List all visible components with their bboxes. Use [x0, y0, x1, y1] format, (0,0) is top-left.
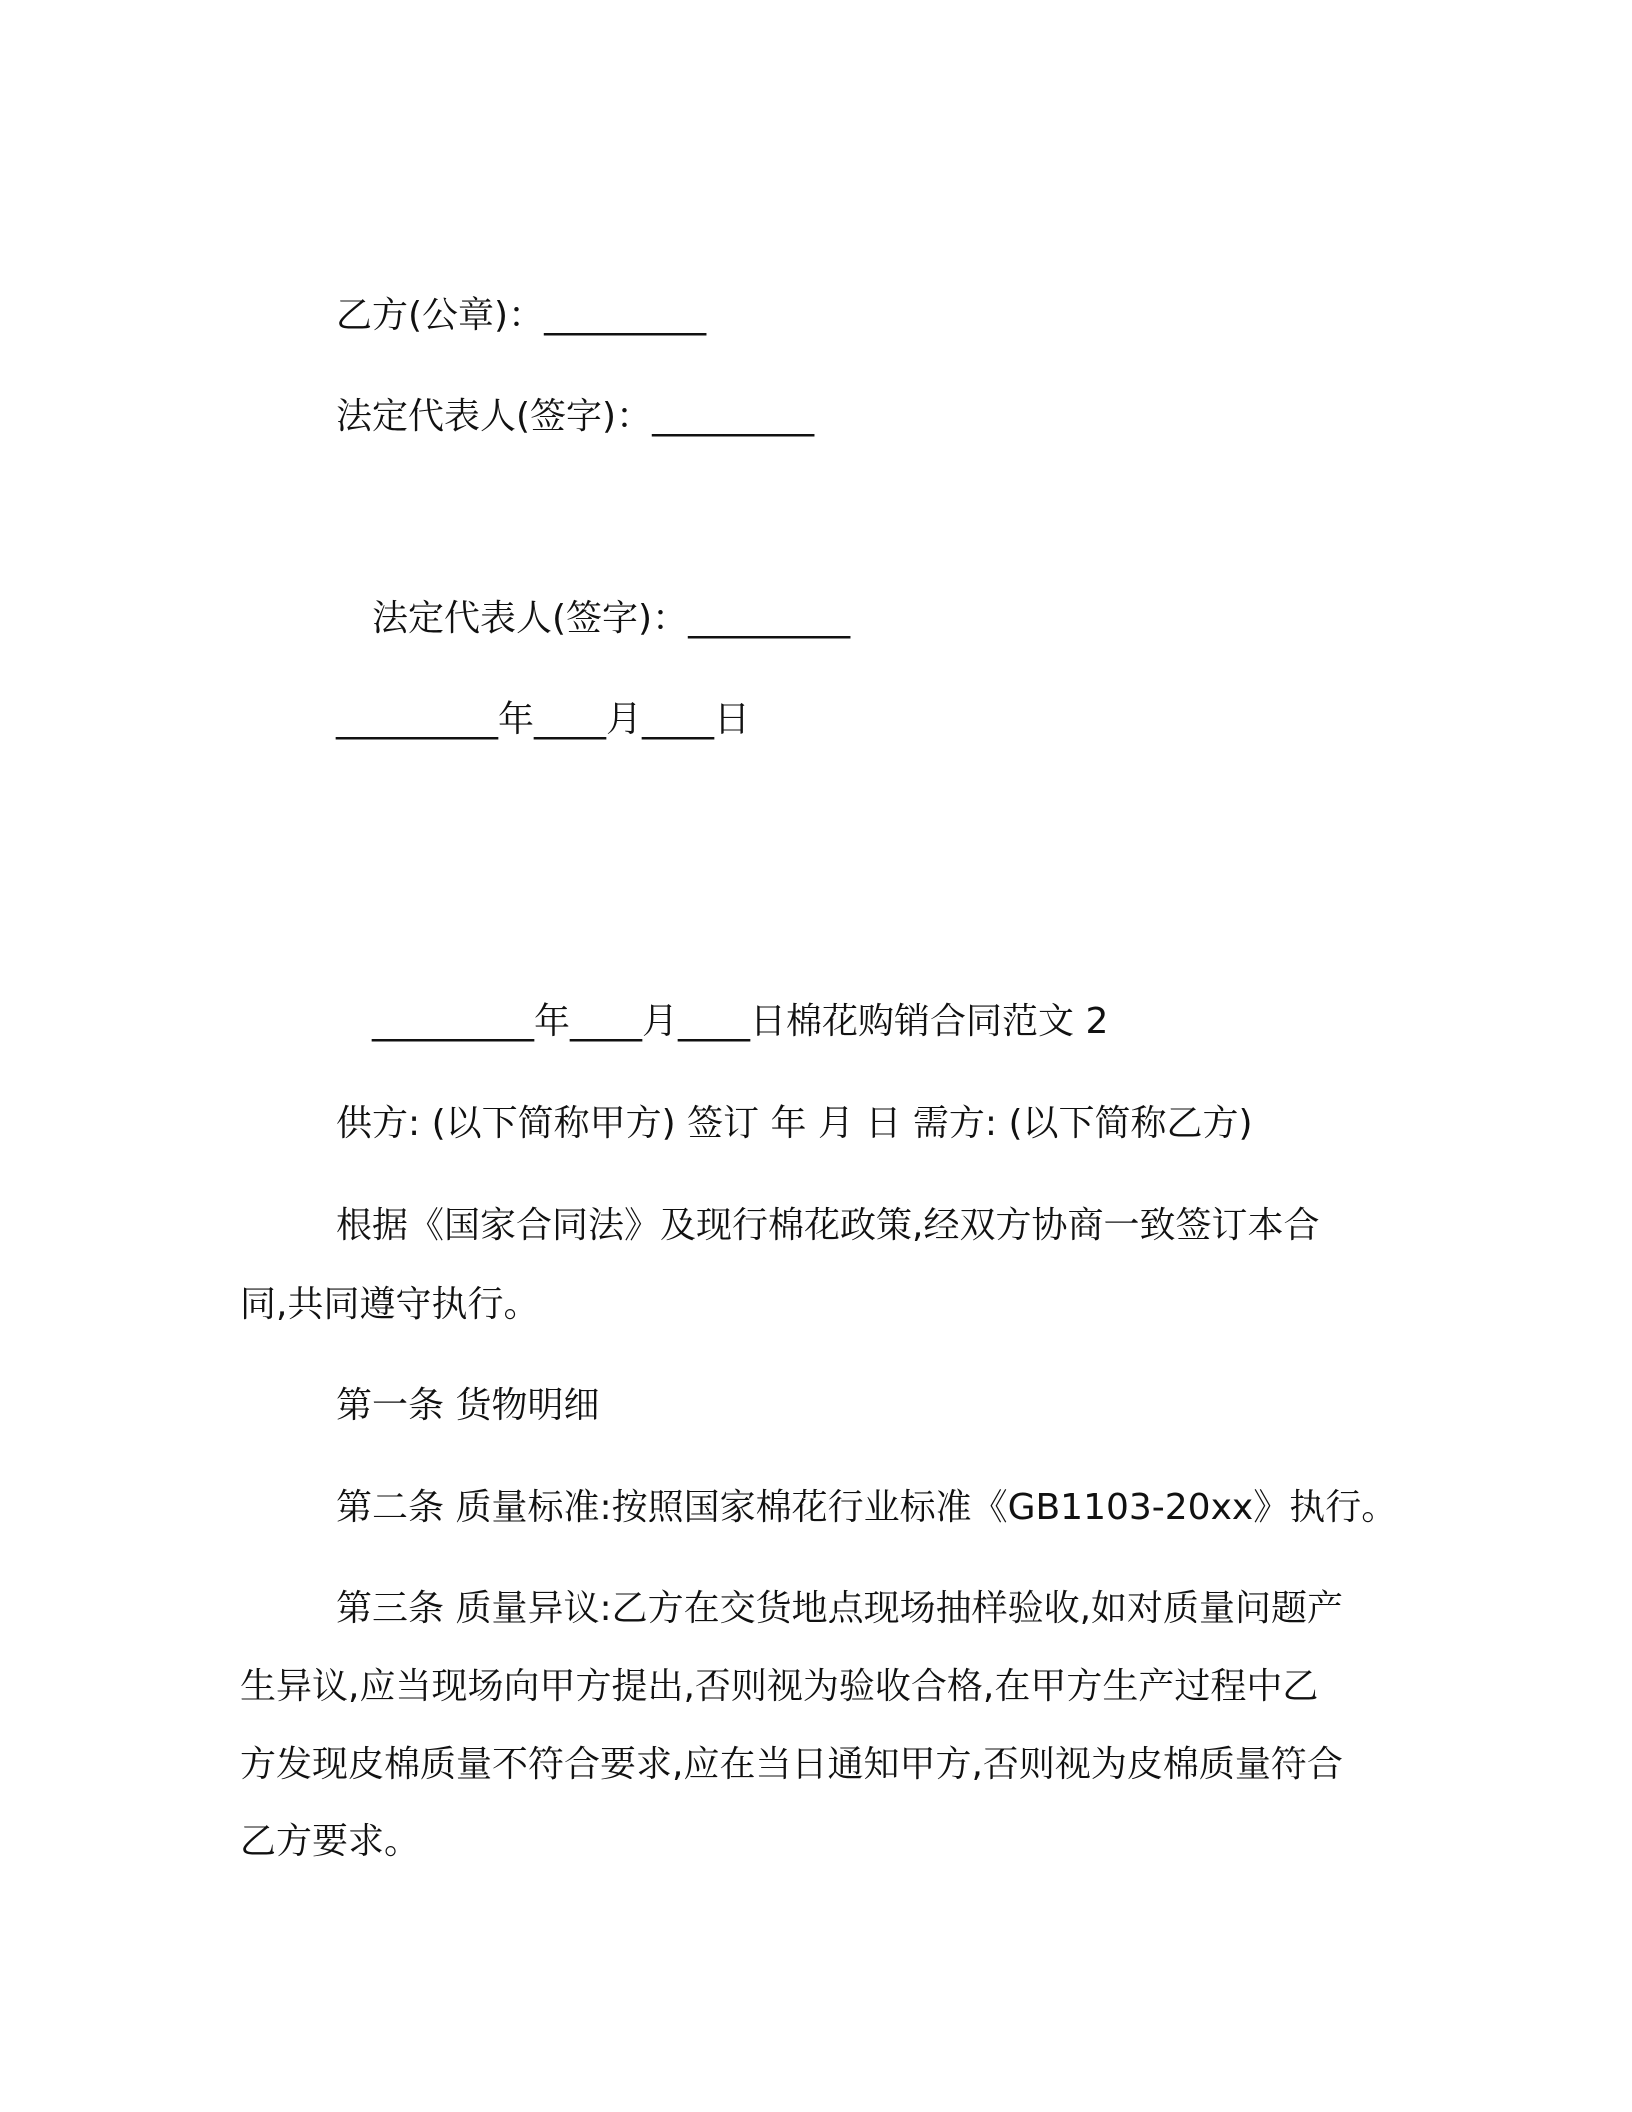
preamble-line-2: 同,共同遵守执行。 [240, 1284, 540, 1325]
article-3-line-2: 生异议,应当现场向甲方提出,否则视为验收合格,在甲方生产过程中乙 [240, 1666, 1319, 1707]
parties-line: 供方: (以下简称甲方) 签订 年 月 日 需方: (以下简称乙方) [336, 1103, 1253, 1144]
legal-rep-signature-line: 法定代表人(签字)：_________ [336, 396, 815, 437]
article-2: 第二条 质量标准:按照国家棉花行业标准《GB1103-20xx》执行。 [336, 1487, 1398, 1528]
document-title: _________年____月____日棉花购销合同范文 2 [372, 1001, 1109, 1042]
article-3-line-1: 第三条 质量异议:乙方在交货地点现场抽样验收,如对质量问题产 [336, 1588, 1344, 1629]
article-1: 第一条 货物明细 [336, 1385, 600, 1426]
article-3-line-3: 方发现皮棉质量不符合要求,应在当日通知甲方,否则视为皮棉质量符合 [240, 1744, 1343, 1785]
article-3-line-4: 乙方要求。 [240, 1821, 421, 1862]
signature-date-line: _________年____月____日 [336, 699, 750, 740]
party-b-seal-line: 乙方(公章)：_________ [336, 295, 707, 336]
preamble-line-1: 根据《国家合同法》及现行棉花政策,经双方协商一致签订本合 [336, 1205, 1320, 1246]
legal-rep-signature-line-2: 法定代表人(签字)：_________ [372, 598, 851, 639]
